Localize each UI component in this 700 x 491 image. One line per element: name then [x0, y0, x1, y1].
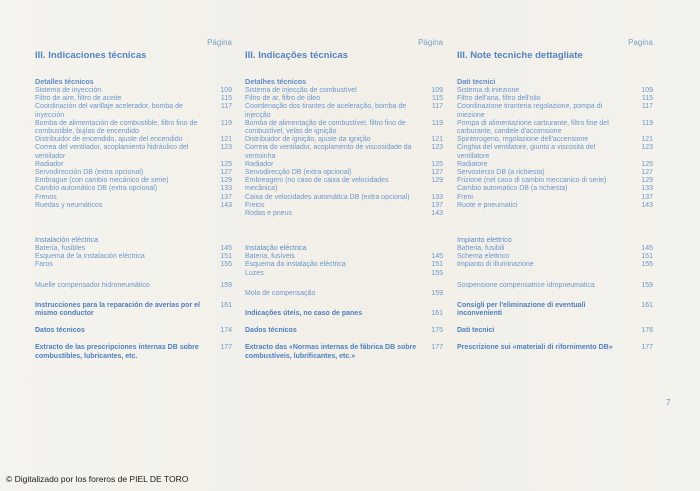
toc-entry-page: 161 — [220, 301, 232, 309]
column-portuguese — [245, 38, 443, 370]
toc-entry-title: Prescrizione sui «materiali di rifornimento DB» — [457, 344, 613, 352]
toc-entry-title: Bateria, fusíveis — [245, 253, 295, 261]
toc-entry-title: Filtro de ar, filtro de óleo — [245, 95, 321, 103]
pagina-label: Página — [418, 38, 443, 47]
subsection-title: Instalação eléctrica — [245, 243, 307, 253]
toc-entry-page: 151 — [431, 261, 443, 269]
toc-entry-title: Filtro de aire, filtro de aceite — [35, 95, 122, 103]
toc-entry — [457, 161, 653, 169]
toc-entry-page: 119 — [431, 119, 443, 127]
toc-entry — [457, 169, 653, 177]
toc-entry — [457, 185, 653, 193]
toc-entry — [35, 245, 232, 253]
toc-entry — [245, 290, 443, 298]
toc-entry-title: Extracto de las prescripciones internas DB sobre combustibles, lubricantes, etc. — [35, 344, 199, 360]
toc-entry-title: Servodirección DB (extra opcional) — [35, 169, 144, 177]
toc-entry — [457, 194, 653, 202]
toc-entry-title: Datos técnicos — [35, 327, 85, 335]
toc-entry-title: Instrucciones para la reparación de averías por el mismo conductor — [35, 301, 200, 318]
spacer — [457, 335, 653, 344]
toc-entry-title: Impianto di illuminazione — [457, 261, 534, 269]
toc-entry-bold — [35, 344, 232, 360]
toc-entry-page: 109 — [431, 87, 443, 94]
toc-entry-page: 125 — [641, 160, 653, 168]
toc-entry-page: 151 — [220, 253, 232, 261]
toc-entry-title: Esquema da instalação eléctrica — [245, 261, 346, 269]
toc-entry-page: 177 — [641, 344, 653, 352]
toc-entry-page: 159 — [220, 281, 232, 289]
toc-entry-page: 127 — [431, 169, 443, 177]
toc-entry — [245, 161, 443, 169]
toc-entry-title: Cambio automatico DB (a richiesta) — [457, 185, 568, 193]
spacer — [35, 210, 232, 230]
toc-entry-page: 155 — [641, 261, 653, 269]
subsection-title: Detalhes técnicos — [245, 77, 307, 86]
toc-entry-title: Coordenação dos tirantes de aceleração, bomba de injecção — [245, 103, 407, 119]
toc-entry — [35, 95, 232, 103]
toc-entry-title: Esquema de la instalación eléctrica — [35, 253, 145, 261]
toc-entry-title: Caixa de velocidades automática DB (extra opcional) — [245, 193, 410, 201]
toc-entry-title: Freni — [457, 193, 473, 201]
toc-entry — [457, 245, 653, 253]
toc-entry — [457, 95, 653, 103]
toc-entry-page: 133 — [220, 185, 232, 193]
toc-entry — [35, 282, 232, 290]
toc-entry-title: Consigli per l'eliminazione di eventuali inconvenienti — [457, 301, 586, 318]
toc-entry — [245, 87, 443, 95]
toc-entry — [457, 282, 653, 290]
toc-entry-title: Cambio automático DB (extra opcional) — [35, 185, 158, 193]
toc-entry-bold — [245, 310, 443, 318]
spacer — [457, 353, 653, 362]
toc-entry-page: 176 — [641, 327, 653, 335]
toc-entry — [35, 261, 232, 269]
toc-entry-page: 127 — [641, 169, 653, 177]
toc-entry-title: Batería, fusibles — [35, 245, 86, 253]
toc-entry — [35, 161, 232, 169]
toc-entry-title: Extracto das «Normas internas de fábrica DB sobre combustíveis, lubrificantes, etc.» — [245, 344, 417, 360]
toc-entry — [245, 261, 443, 269]
toc-entry-title: Rodas e pneus — [245, 210, 293, 218]
subsection-title: Impianto elettrico — [457, 235, 512, 245]
toc-entry-title: Batteria, fusibili — [457, 245, 505, 253]
toc-entry-page: 137 — [431, 201, 443, 209]
toc-entry-page: 125 — [431, 160, 443, 168]
toc-entry-title: Sistema de injecção de combustível — [245, 87, 357, 94]
toc-entry-title: Sistema di iniezione — [457, 87, 520, 94]
toc-entry — [457, 177, 653, 185]
spacer — [457, 290, 653, 302]
spacer — [245, 318, 443, 327]
toc-entry — [245, 270, 443, 278]
toc-entry — [457, 87, 653, 95]
toc-entry-page: 115 — [220, 95, 232, 103]
toc-entry — [35, 253, 232, 261]
spacer — [457, 210, 653, 230]
toc-entry — [457, 136, 653, 144]
toc-entry — [245, 194, 443, 202]
toc-entry-page: 123 — [220, 144, 232, 152]
toc-entry-bold — [35, 327, 232, 335]
toc-entry-page: 137 — [641, 193, 653, 201]
toc-entry-title: Bomba de alimentação de combustível, filtro fino de combustível, velas de ignição — [245, 119, 406, 136]
toc-entry-page: 175 — [431, 327, 443, 335]
column-italian — [457, 38, 653, 362]
footer-credit: © Digitalizado por los foreros de PIEL DE TORO — [6, 474, 189, 484]
toc-entry-title: Spinterogeno, regolazione dell'accensione — [457, 136, 589, 144]
toc-entry-page: 143 — [431, 210, 443, 218]
toc-entry-title: Radiatore — [457, 160, 488, 168]
toc-entry-page: 121 — [220, 136, 232, 144]
toc-entry-page: 155 — [431, 269, 443, 277]
spacer — [35, 335, 232, 344]
toc-entry — [35, 87, 232, 95]
toc-entry — [245, 253, 443, 261]
toc-entry-title: Frizione (nel caso di cambio meccanico di serie) — [457, 177, 607, 185]
toc-entry-page: 177 — [431, 344, 443, 352]
toc-entry — [35, 144, 232, 160]
toc-entry-title: Ruote e pneumatici — [457, 201, 518, 209]
toc-entry-page: 145 — [431, 253, 443, 261]
toc-entry-title: Indicações úteis, no caso de panes — [245, 310, 363, 318]
toc-entry — [457, 253, 653, 261]
toc-entry-title: Dati tecnici — [457, 327, 495, 335]
toc-entry — [35, 103, 232, 119]
spacer — [35, 318, 232, 327]
page-number: 7 — [666, 398, 671, 407]
toc-entry — [245, 177, 443, 193]
toc-entry-page: 109 — [641, 87, 653, 94]
toc-entry — [457, 202, 653, 210]
toc-entry-page: 145 — [641, 245, 653, 253]
toc-entry-title: Filtro dell'aria, filtro dell'olio — [457, 95, 541, 103]
toc-entry-title: Correa del ventilador, acoplamiento hidráulico del ventilador — [35, 144, 189, 160]
toc-entry-page: 151 — [641, 253, 653, 261]
toc-entry-title: Bomba de alimentación de combustible, filtro fino de combustible, bujías de encendido — [35, 119, 198, 136]
toc-entry — [245, 210, 443, 218]
toc-entry-page: 117 — [220, 103, 232, 111]
toc-entry-title: Cinghia del ventilatore, giunto a viscosità del ventilatore — [457, 144, 596, 160]
toc-entry-page: 109 — [220, 87, 232, 94]
toc-entry-bold — [457, 302, 653, 318]
toc-entry-title: Faros — [35, 261, 53, 269]
toc-entry — [457, 120, 653, 136]
toc-entry-bold — [245, 344, 443, 360]
toc-entry-page: 127 — [220, 169, 232, 177]
section-heading: III. Note tecniche dettagliate — [457, 50, 583, 61]
toc-entry-page: 143 — [641, 201, 653, 209]
toc-entry-title: Sistema de inyección — [35, 87, 102, 94]
toc-entry-page: 121 — [641, 136, 653, 144]
toc-entry-page: 143 — [220, 201, 232, 209]
toc-entry-page: 174 — [220, 327, 232, 335]
spacer — [245, 335, 443, 344]
toc-entry-title: Pompa di alimentazione carburante, filtro fine del carburante, candele d'accensione — [457, 119, 609, 136]
toc-entry-page: 177 — [220, 344, 232, 352]
toc-entry-page: 129 — [220, 177, 232, 185]
toc-entry-page: 119 — [220, 119, 232, 127]
toc-entry-title: Luzes — [245, 269, 264, 277]
toc-entry-title: Frenos — [35, 193, 57, 201]
toc-entry-page: 119 — [641, 119, 653, 127]
toc-entry-page: 129 — [641, 177, 653, 185]
toc-entry-title: Ruedas y neumáticos — [35, 201, 103, 209]
toc-entry — [35, 202, 232, 210]
toc-entry-title: Schema elettrico — [457, 253, 510, 261]
spacer — [457, 270, 653, 282]
toc-entry-bold — [245, 327, 443, 335]
toc-entry — [35, 194, 232, 202]
toc-entry — [35, 185, 232, 193]
toc-entry-page: 133 — [431, 193, 443, 201]
toc-entry — [457, 103, 653, 119]
spacer — [245, 361, 443, 370]
toc-entry-page: 133 — [641, 185, 653, 193]
toc-entry-title: Servosterzo DB (a richiesta) — [457, 169, 545, 177]
toc-entry-page: 155 — [220, 261, 232, 269]
toc-entry — [245, 103, 443, 119]
pagina-label: Página — [207, 38, 232, 47]
section-heading: III. Indicações técnicas — [245, 50, 348, 61]
toc-entry — [245, 169, 443, 177]
toc-entry — [35, 120, 232, 136]
toc-entry-bold — [457, 344, 653, 352]
toc-entry-page: 115 — [641, 95, 653, 103]
toc-entry-page: 117 — [641, 103, 653, 111]
pagina-label: Pagina — [628, 38, 653, 47]
toc-entry — [245, 120, 443, 136]
spacer — [35, 361, 232, 370]
toc-entry — [245, 136, 443, 144]
toc-entry-title: Mola de compensação — [245, 289, 316, 297]
toc-entry — [245, 95, 443, 103]
toc-entry-title: Sospensione compensatrice idropneumatica — [457, 281, 595, 289]
toc-entry-title: Radiador — [35, 160, 64, 168]
subsection-title: Dati tecnici — [457, 77, 496, 86]
toc-entry-page: 137 — [220, 193, 232, 201]
toc-entry-page: 117 — [431, 103, 443, 111]
subsection-title: Detalles técnicos — [35, 77, 94, 86]
toc-entry-title: Correia do ventilador, acoplamento de viscosidade da ventoinha — [245, 144, 412, 160]
toc-entry — [457, 261, 653, 269]
toc-entry — [35, 169, 232, 177]
toc-entry — [245, 144, 443, 160]
toc-entry-page: 161 — [641, 301, 653, 309]
spacer — [35, 290, 232, 302]
toc-entry-page: 159 — [431, 289, 443, 297]
toc-entry-bold — [35, 302, 232, 318]
toc-entry-page: 161 — [431, 310, 443, 318]
toc-entry-page: 145 — [220, 245, 232, 253]
toc-entry-title: Servodirecção DB (extra opcional) — [245, 169, 352, 177]
subsection-title: Instalación eléctrica — [35, 235, 99, 245]
toc-entry-title: Coordinación del varillaje acelerador, bomba de inyección — [35, 103, 183, 119]
toc-entry-page: 159 — [641, 281, 653, 289]
toc-entry — [245, 202, 443, 210]
toc-entry — [35, 136, 232, 144]
spacer — [245, 298, 443, 310]
toc-entry-title: Embreagem (no caso de caixa de velocidades mecânica) — [245, 177, 389, 193]
spacer — [457, 318, 653, 327]
toc-entry-title: Embrague (con cambio mecánico de serie) — [35, 177, 169, 185]
toc-entry-page: 115 — [431, 95, 443, 103]
toc-entry-bold — [457, 327, 653, 335]
section-heading: III. Indicaciones técnicas — [35, 50, 147, 61]
toc-entry — [457, 144, 653, 160]
toc-entry-title: Freios — [245, 201, 265, 209]
toc-entry-page: 129 — [431, 177, 443, 185]
toc-entry-title: Muelle compensador hidroneumático — [35, 281, 150, 289]
toc-entry-page: 125 — [220, 160, 232, 168]
toc-entry-title: Dados técnicos — [245, 327, 297, 335]
toc-entry-title: Radiador — [245, 160, 274, 168]
spacer — [245, 278, 443, 290]
spacer — [245, 218, 443, 238]
toc-entry-title: Coordinazione tiranteria regolazione, pompa di iniezione — [457, 103, 603, 119]
toc-entry-title: Distribuidor de ignição, ajuste da ignição — [245, 136, 371, 144]
toc-entry-page: 121 — [431, 136, 443, 144]
toc-entry-page: 123 — [431, 144, 443, 152]
toc-entry-title: Distribuidor de encendido, ajuste del encendido — [35, 136, 183, 144]
spacer — [35, 270, 232, 282]
column-spanish — [35, 38, 232, 370]
toc-entry-page: 123 — [641, 144, 653, 152]
toc-entry — [35, 177, 232, 185]
